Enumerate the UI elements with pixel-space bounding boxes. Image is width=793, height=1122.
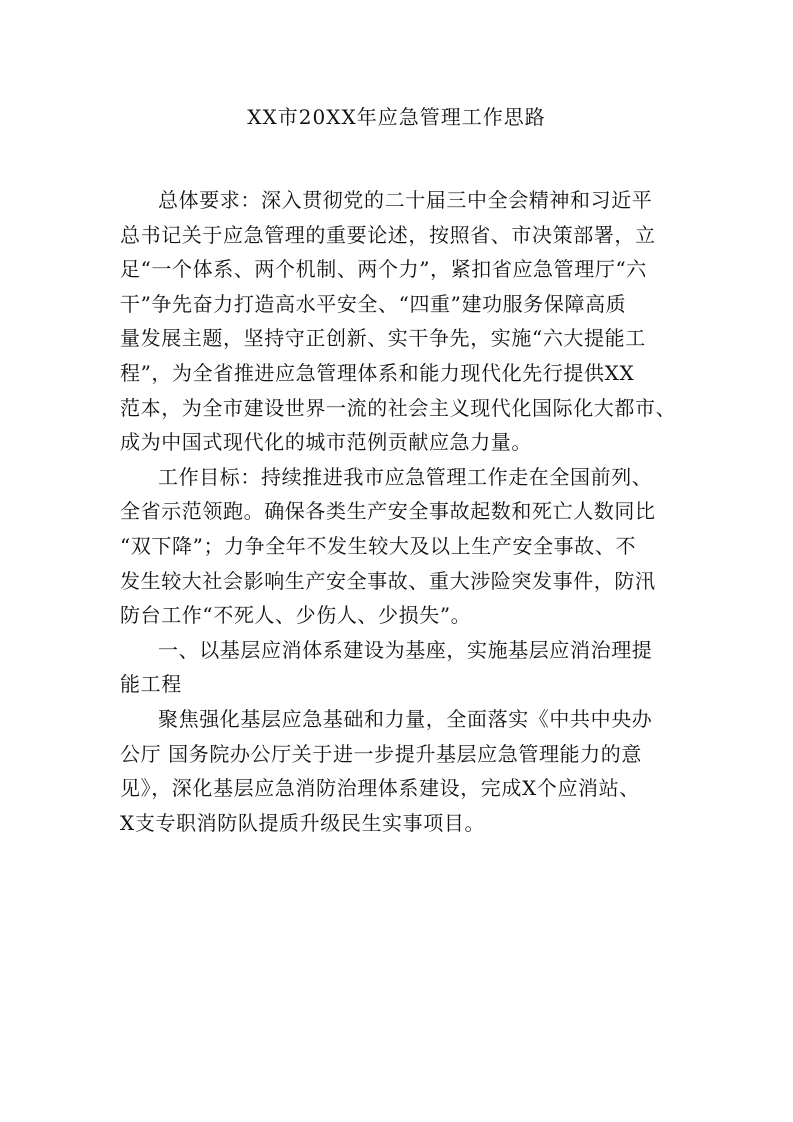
document-body [120,183,690,840]
paragraph-work-goals-line: “双下降”；力争全年不发生较大及以上生产安全事故、不 [120,533,637,558]
paragraph-work-goals-line: 发生较大社会影响生产安全事故、重大涉险突发事件，防汛 [120,568,656,593]
paragraph-section-one-line: 公厅 国务院办公厅关于进一步提升基层应急管理能力的意 [120,741,642,766]
paragraph-general-requirements-line: 总体要求：深入贯彻党的二十届三中全会精神和习近平 [158,188,653,212]
paragraph-work-goals-line: 防台工作“不死人、少伤人、少损失”。 [120,603,472,628]
paragraph-section-one-line: 聚焦强化基层应急基础和力量，全面落实《中共中央办 [158,706,653,731]
paragraph-section-one-line: X支专职消防队提质升级民生实事项目。 [120,810,486,835]
section-heading-line: 一、以基层应消体系建设为基座，实施基层应消治理提 [158,637,653,662]
paragraph-general-requirements-line: 成为中国式现代化的城市范例贡献应急力量。 [120,430,532,455]
paragraph-section-one-line: 见》，深化基层应急消防治理体系建设，完成X个应消站、 [120,776,640,801]
document-title: XX市20XX年应急管理工作思路 [247,105,546,129]
paragraph-general-requirements-line: 总书记关于应急管理的重要论述，按照省、市决策部署，立 [120,222,656,247]
paragraph-general-requirements-line: 范本，为全市建设世界一流的社会主义现代化国际化大都市、 [120,395,677,420]
paragraph-work-goals-line: 工作目标：持续推进我市应急管理工作走在全国前列、 [158,464,653,489]
paragraph-general-requirements-line: 量发展主题，坚持守正创新、实干争先，实施“六大提能工 [120,326,646,351]
paragraph-work-goals-line: 全省示范领跑。确保各类生产安全事故起数和死亡人数同比 [120,499,656,524]
paragraph-general-requirements-line: 程”，为全省推进应急管理体系和能力现代化先行提供XX [120,360,635,385]
section-heading-line: 能工程 [120,672,182,697]
paragraph-general-requirements-line: 干”争先奋力打造高水平安全、“四重”建功服务保障高质 [120,291,627,316]
paragraph-general-requirements-line: 足“一个体系、两个机制、两个力”，紧扣省应急管理厅“六 [120,257,647,282]
